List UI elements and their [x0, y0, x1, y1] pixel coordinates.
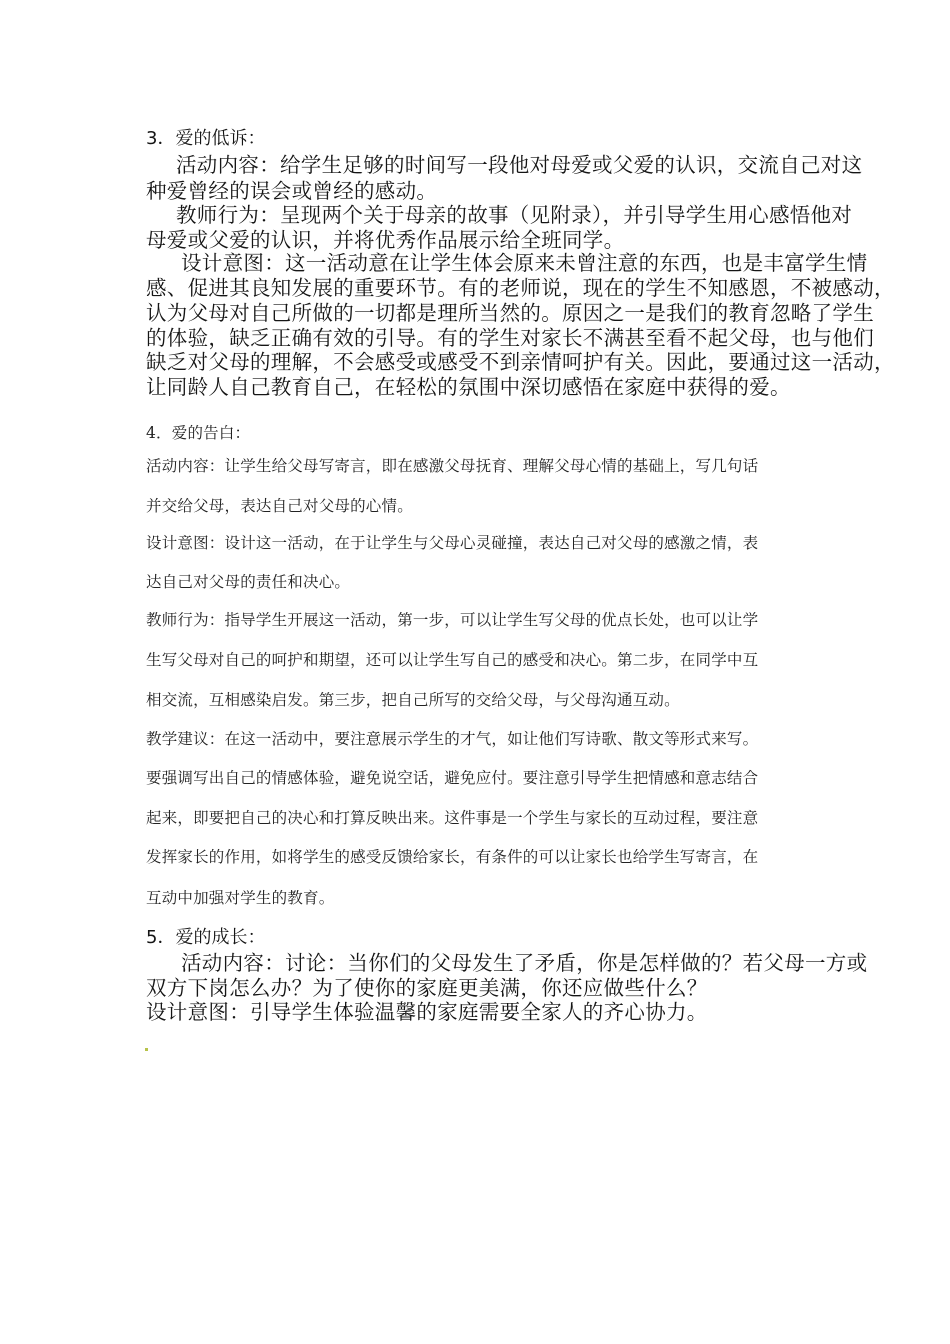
section-4-line: 互动中加强对学生的教育。	[146, 889, 335, 907]
section-4-line: 活动内容：让学生给父母写寄言，即在感激父母抚育、理解父母心情的基础上，写几句话	[146, 457, 759, 475]
scan-speck	[145, 1048, 148, 1051]
section-4-line: 达自己对父母的责任和决心。	[146, 573, 351, 591]
section-3-line: 让同龄人自己教育自己，在轻松的氛围中深切感悟在家庭中获得的爱。	[146, 375, 791, 399]
section-3-heading: 3．爱的低诉：	[146, 128, 266, 149]
section-3-line: 教师行为：呈现两个关于母亲的故事（见附录），并引导学生用心感悟他对	[176, 203, 853, 227]
section-5-line: 双方下岗怎么办？为了使你的家庭更美满，你还应做些什么？	[146, 976, 708, 1000]
section-3-line: 缺乏对父母的理解，不会感受或感受不到亲情呵护有关。因此，要通过这一活动，	[146, 350, 895, 374]
section-4-line: 相交流，互相感染启发。第三步，把自己所写的交给父母，与父母沟通互动。	[146, 691, 680, 709]
section-4-line: 起来，即要把自己的决心和打算反映出来。这件事是一个学生与家长的互动过程，要注意	[146, 809, 759, 827]
section-3-line: 的体验，缺乏正确有效的引导。有的学生对家长不满甚至看不起父母，也与他们	[146, 326, 874, 350]
section-3-line: 母爱或父爱的认识，并将优秀作品展示给全班同学。	[146, 228, 625, 252]
section-4-heading: 4．爱的告白：	[146, 424, 251, 442]
section-3-line: 感、促进其良知发展的重要环节。有的老师说，现在的学生不知感恩，不被感动，	[146, 276, 895, 300]
section-4-line: 要强调写出自己的情感体验，避免说空话，避免应付。要注意引导学生把情感和意志结合	[146, 769, 759, 787]
section-4-line: 并交给父母，表达自己对父母的心情。	[146, 497, 413, 515]
section-4-line: 教学建议：在这一活动中，要注意展示学生的才气，如让他们写诗歌、散文等形式来写。	[146, 730, 759, 748]
section-5-heading: 5．爱的成长：	[146, 927, 266, 948]
section-5-line: 活动内容：讨论：当你们的父母发生了矛盾，你是怎样做的？若父母一方或	[181, 951, 868, 975]
section-4-line: 设计意图：设计这一活动，在于让学生与父母心灵碰撞，表达自己对父母的感激之情，表	[146, 534, 759, 552]
section-3-line: 活动内容：给学生足够的时间写一段他对母爱或父爱的认识，交流自己对这	[176, 153, 863, 177]
section-4-line: 发挥家长的作用，如将学生的感受反馈给家长，有条件的可以让家长也给学生写寄言，在	[146, 848, 759, 866]
section-3-line: 认为父母对自己所做的一切都是理所当然的。原因之一是我们的教育忽略了学生	[146, 301, 874, 325]
section-4-line: 生写父母对自己的呵护和期望，还可以让学生写自己的感受和决心。第二步，在同学中互	[146, 651, 759, 669]
section-4-line: 教师行为：指导学生开展这一活动，第一步，可以让学生写父母的优点长处，也可以让学	[146, 611, 759, 629]
section-5-line: 设计意图：引导学生体验温馨的家庭需要全家人的齐心协力。	[146, 1000, 708, 1024]
section-3-line: 设计意图：这一活动意在让学生体会原来未曾注意的东西，也是丰富学生情	[181, 251, 868, 275]
section-3-line: 种爱曾经的误会或曾经的感动。	[146, 179, 438, 203]
